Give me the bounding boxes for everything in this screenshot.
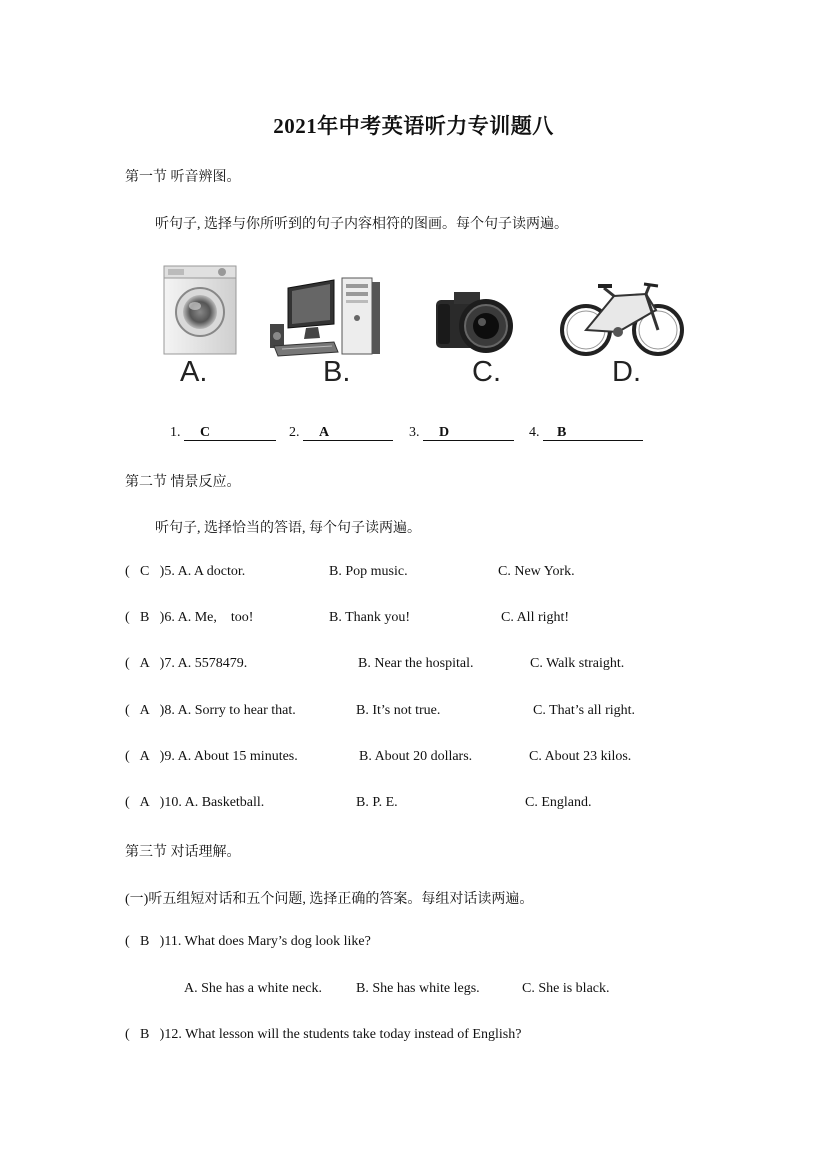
option-c: C. She is black. bbox=[522, 981, 610, 996]
option-b: B. It’s not true. bbox=[356, 703, 441, 718]
option-c: C. About 23 kilos. bbox=[529, 749, 632, 764]
option-a: A. Basketball. bbox=[184, 795, 265, 810]
answer-letter: B bbox=[140, 1027, 150, 1042]
blank-item bbox=[170, 425, 276, 441]
section3-heading: 第三节 对话理解。 bbox=[125, 845, 241, 860]
option-b: B. P. E. bbox=[356, 795, 398, 810]
question-number: )7. bbox=[159, 656, 175, 671]
question-number: )10. bbox=[159, 795, 182, 810]
blank-item bbox=[289, 425, 393, 441]
question-8: ( A )8. A. Sorry to hear that. bbox=[125, 703, 296, 718]
picture-label-b: B. bbox=[323, 356, 351, 388]
option-c: C. That’s all right. bbox=[533, 703, 636, 718]
option-b: B. About 20 dollars. bbox=[359, 749, 473, 764]
bicycle-icon bbox=[558, 280, 686, 360]
page-title: 2021年中考英语听力专训题八 bbox=[273, 114, 554, 138]
option-c: C. Walk straight. bbox=[530, 656, 625, 671]
section2-instruction: 听句子, 选择恰当的答语, 每个句子读两遍。 bbox=[155, 521, 421, 536]
option-b: B. Near the hospital. bbox=[358, 656, 474, 671]
option-a: A. A doctor. bbox=[177, 564, 246, 579]
question-6: ( B )6. A. Me, too! bbox=[125, 610, 254, 625]
camera-icon bbox=[432, 286, 520, 356]
answer-letter: C bbox=[140, 564, 150, 579]
option-a: A. 5578479. bbox=[177, 656, 248, 671]
blank-answer: B bbox=[543, 425, 643, 441]
question-number: )9. bbox=[159, 749, 175, 764]
answer-letter: B bbox=[140, 934, 150, 949]
question-text: )11. What does Mary’s dog look like? bbox=[159, 934, 371, 949]
blank-number: 2. bbox=[289, 425, 300, 440]
option-c: C. New York. bbox=[498, 564, 575, 579]
blank-answer: D bbox=[423, 425, 514, 441]
answer-letter: A bbox=[139, 656, 150, 671]
option-a: A. She has a white neck. bbox=[184, 981, 323, 996]
question-9: ( A )9. A. About 15 minutes. bbox=[125, 749, 298, 764]
blank-number: 1. bbox=[170, 425, 181, 440]
blank-item bbox=[529, 425, 643, 441]
question-11: ( B )11. What does Mary’s dog look like? bbox=[125, 934, 371, 949]
section1-instruction: 听句子, 选择与你所听到的句子内容相符的图画。每个句子读两遍。 bbox=[155, 217, 568, 232]
picture-label-c: C. bbox=[472, 356, 501, 388]
answer-letter: A bbox=[139, 703, 150, 718]
option-b: B. She has white legs. bbox=[356, 981, 480, 996]
blank-item bbox=[409, 425, 514, 441]
section2-heading: 第二节 情景反应。 bbox=[125, 475, 241, 490]
blank-number: 4. bbox=[529, 425, 540, 440]
answer-letter: A bbox=[139, 795, 150, 810]
option-c: C. All right! bbox=[501, 610, 570, 625]
section3-instruction: (一)听五组短对话和五个问题, 选择正确的答案。每组对话读两遍。 bbox=[125, 892, 534, 907]
question-12: ( B )12. What lesson will the students take today instead of English? bbox=[125, 1027, 522, 1042]
question-10: ( A )10. A. Basketball. bbox=[125, 795, 265, 810]
picture-label-a: A. bbox=[180, 356, 208, 388]
desktop-computer-icon bbox=[268, 272, 384, 358]
question-number: )5. bbox=[159, 564, 175, 579]
question-number: )6. bbox=[159, 610, 175, 625]
blank-number: 3. bbox=[409, 425, 420, 440]
option-a: A. About 15 minutes. bbox=[177, 749, 298, 764]
question-number: )8. bbox=[159, 703, 175, 718]
picture-label-d: D. bbox=[612, 356, 641, 388]
option-b: B. Pop music. bbox=[329, 564, 408, 579]
option-a: A. Me, too! bbox=[177, 610, 254, 625]
answer-letter: A bbox=[139, 749, 150, 764]
option-a: A. Sorry to hear that. bbox=[177, 703, 296, 718]
question-text: )12. What lesson will the students take today instead of English? bbox=[159, 1027, 522, 1042]
washing-machine-icon bbox=[162, 262, 240, 356]
blank-answer: A bbox=[303, 425, 393, 441]
section1-heading: 第一节 听音辨图。 bbox=[125, 170, 241, 185]
option-b: B. Thank you! bbox=[329, 610, 411, 625]
question-5: ( C )5. A. A doctor. bbox=[125, 564, 246, 579]
answer-letter: B bbox=[140, 610, 150, 625]
question-7: ( A )7. A. 5578479. bbox=[125, 656, 248, 671]
option-c: C. England. bbox=[525, 795, 592, 810]
blank-answer: C bbox=[184, 425, 276, 441]
